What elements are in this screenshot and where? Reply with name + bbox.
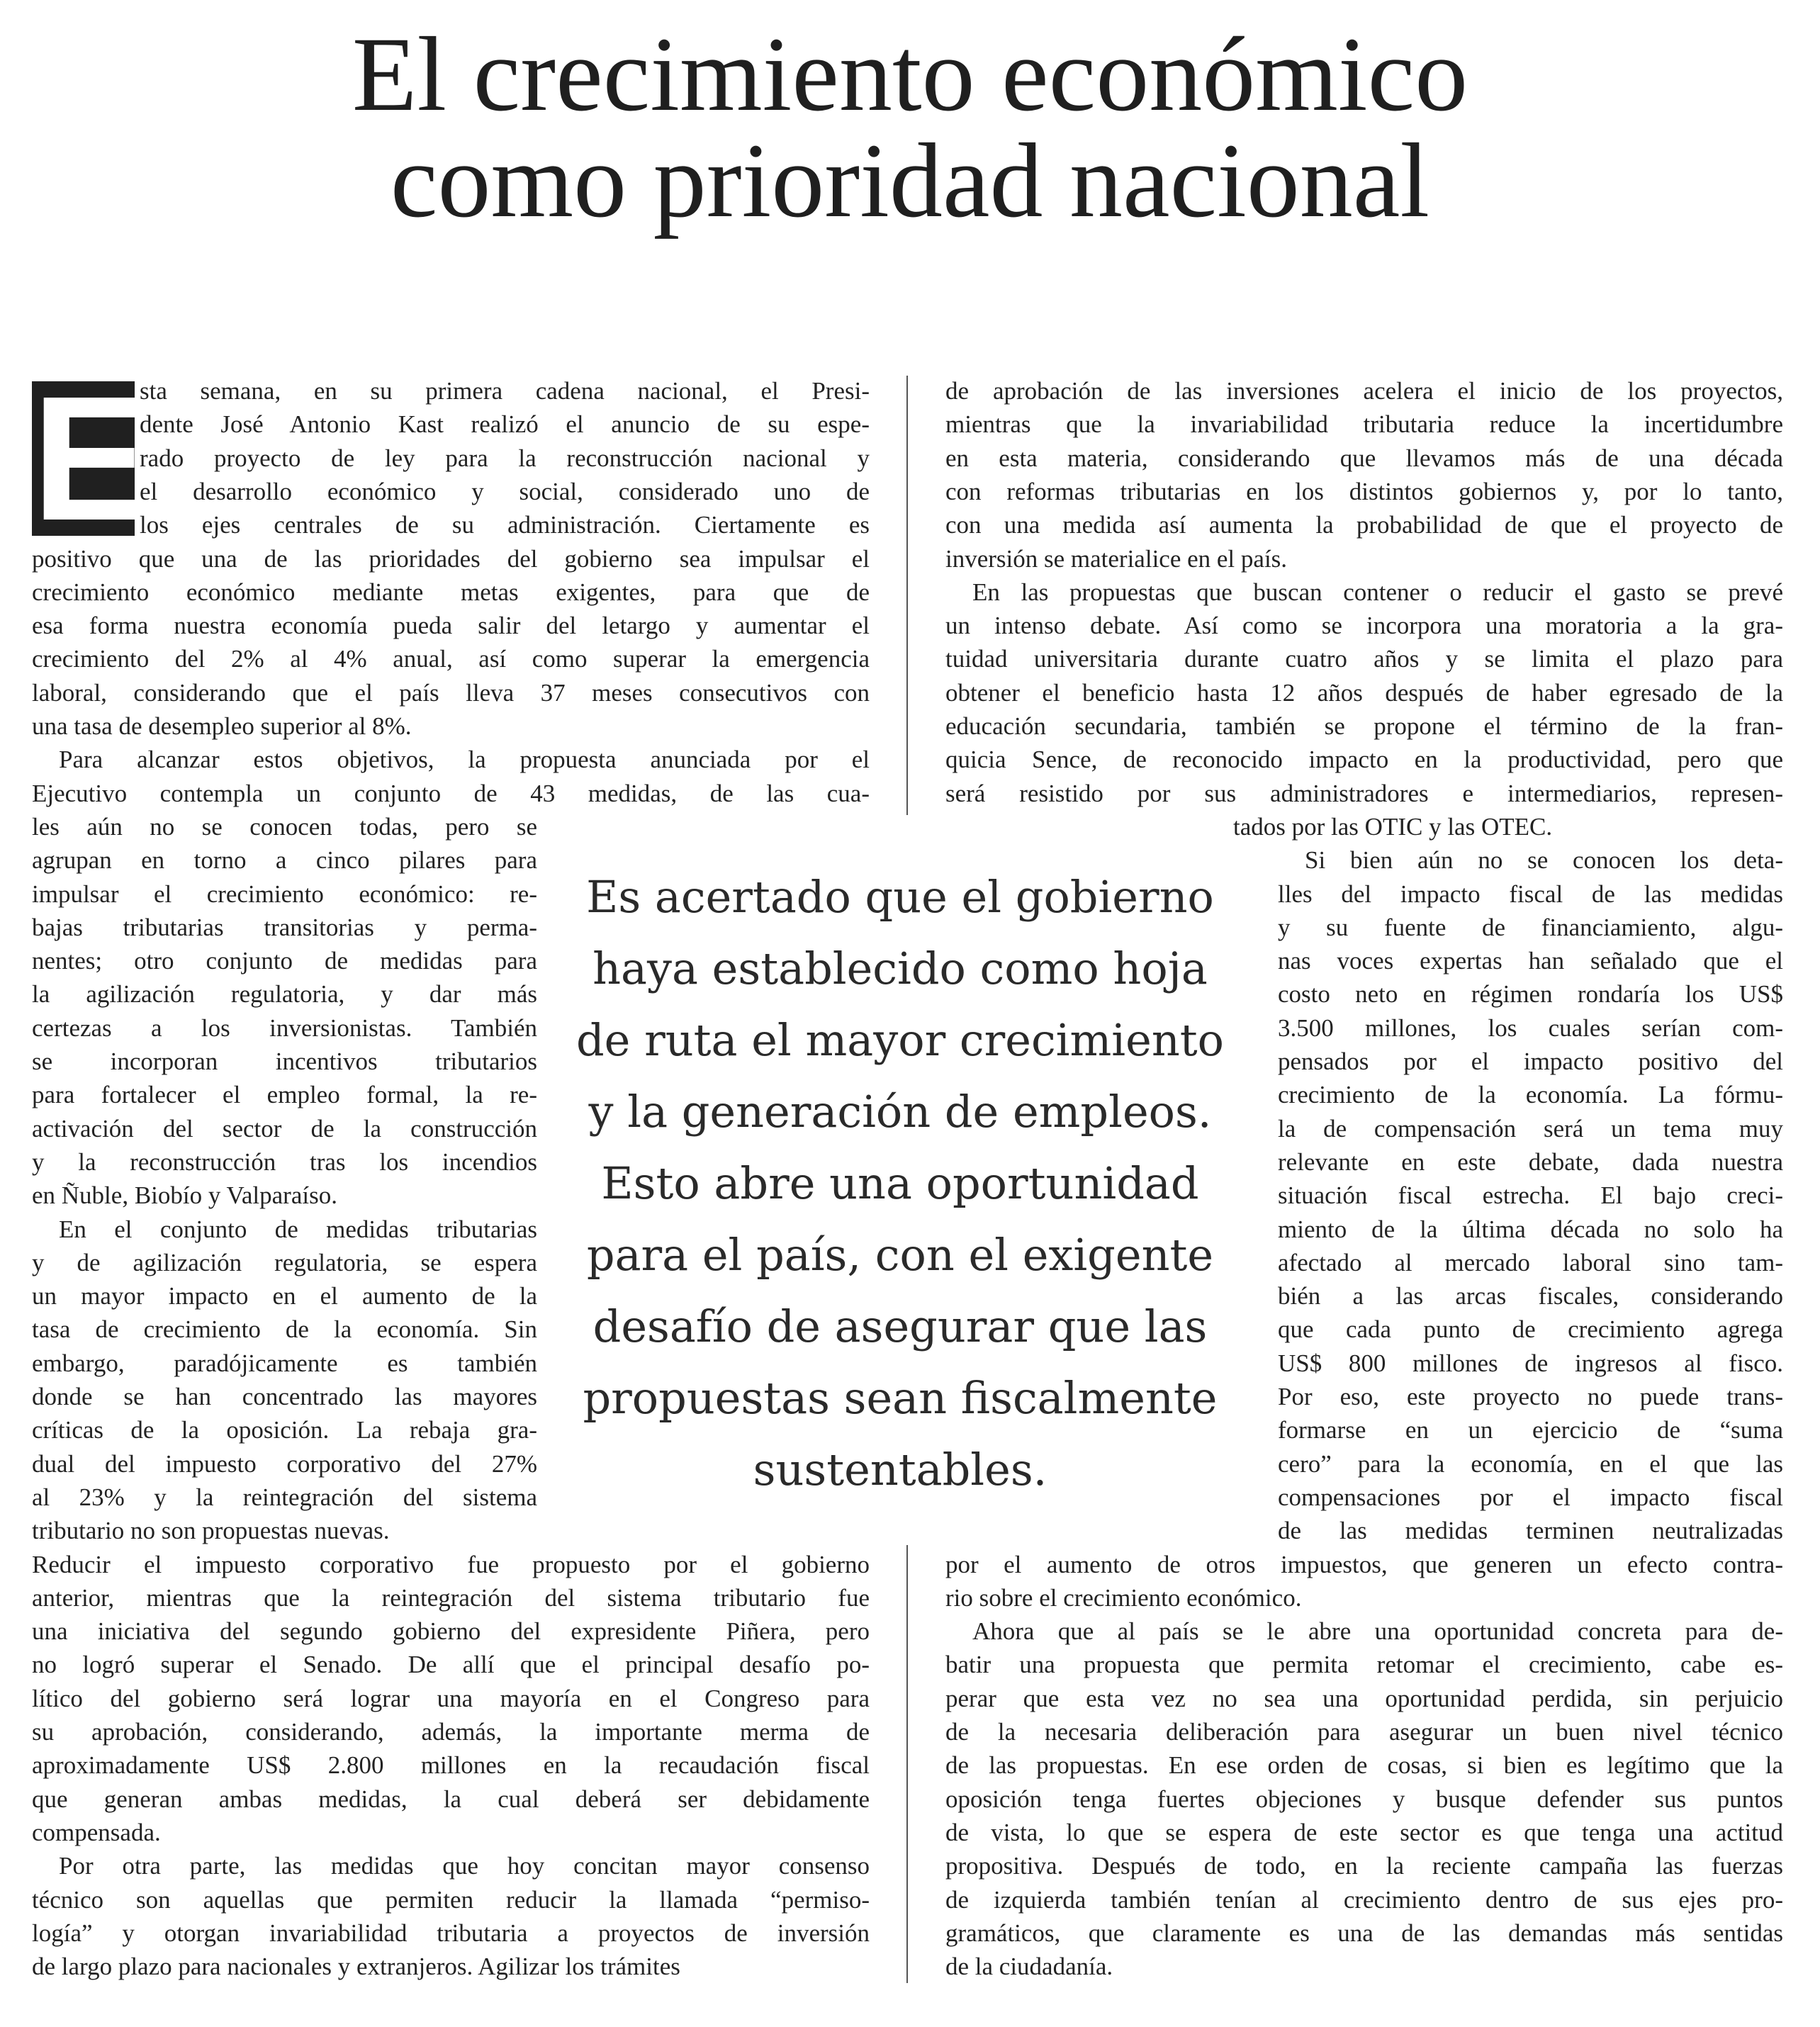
column-left-line: tasa de crecimiento de la economía. Sin [32,1315,537,1344]
column-right-line: de vista, lo que se espera de este sector es que tenga una actitud [945,1818,1783,1846]
column-left-line: se incorporan incentivos tributarios [32,1048,537,1075]
headline-line-1: El crecimiento económico [352,16,1468,133]
column-right-line: de izquierda también tenían al crecimiento dentro de sus ejes pro- [945,1885,1783,1914]
column-left-line: embargo, paradójicamente es también [32,1349,537,1377]
column-right-line: obtener el beneficio hasta 12 años después de haber egresado de la [945,678,1783,707]
headline [0,16,1820,240]
column-right-line: situación fiscal estrecha. El bajo creci- [1278,1181,1783,1210]
column-left-line: bajas tributarias transitorias y perma- [32,913,537,941]
column-left-line: y la reconstrucción tras los incendios [32,1147,537,1176]
column-right-line: quicia Sence, de reconocido impacto en la productividad, pero que [945,746,1783,774]
column-right-line: inversión se materialice en el país. [945,544,1288,573]
column-right-line: afectado al mercado laboral sino tam- [1278,1248,1783,1276]
column-left-line: un mayor impacto en el aumento de la [32,1282,537,1310]
column-left-line: agrupan en torno a cinco pilares para [32,846,537,875]
column-right-line: que cada punto de crecimiento agrega [1278,1315,1783,1344]
column-right-line: oposición tenga fuertes objeciones y busque defender sus puntos [945,1785,1783,1813]
column-left-line: activación del sector de la construcción [32,1114,537,1142]
column-left-line: les aún no se conocen todas, pero se [32,812,537,841]
column-left-line: En el conjunto de medidas tributarias [59,1215,537,1243]
column-left-line: su aprobación, considerando, además, la importante merma de [32,1718,870,1746]
column-right-line: Ahora que al país se le abre una oportunidad concreta para de- [972,1617,1783,1646]
column-right-line: relevante en este debate, dada nuestra [1278,1147,1783,1176]
column-right-line: educación secundaria, también se propone el término de la fran- [945,712,1783,740]
column-left-line: dual del impuesto corporativo del 27% [32,1449,537,1478]
column-left-line: no logró superar el Senado. De allí que el principal desafío po- [32,1651,870,1679]
pull-quote-line: de ruta el mayor crecimiento [575,1014,1224,1066]
column-right-line: con una medida así aumenta la probabilidad de que el proyecto de [945,511,1783,539]
column-left-line: aproximadamente US$ 2.800 millones en la recaudación fiscal [32,1751,870,1780]
column-left-line: Reducir el impuesto corporativo fue propuesto por el gobierno [32,1550,870,1578]
column-right-line: de las propuestas. En ese orden de cosas, si bien es legítimo que la [945,1751,1783,1780]
pull-quote-line: para el país, con el exigente [586,1229,1214,1281]
column-left-line: compensada. [32,1818,161,1846]
column-left-line: nentes; otro conjunto de medidas para [32,947,537,975]
column-right-line: compensaciones por el impacto fiscal [1278,1483,1783,1511]
headline-line-2: como prioridad nacional [390,122,1430,240]
column-right-line: costo neto en régimen rondaría los US$ [1278,980,1783,1009]
pull-quote-line: Esto abre una oportunidad [601,1157,1199,1209]
column-right-line: Por eso, este proyecto no puede trans- [1278,1383,1783,1410]
column-left-line: anterior, mientras que la reintegración del sistema tributario fue [32,1583,870,1612]
column-right-line: perar que esta vez no sea una oportunidad perdida, sin perjuicio [945,1684,1783,1712]
column-right-line: mientras que la invariabilidad tributaria reduce la incertidumbre [945,410,1783,439]
column-right-line: de las medidas terminen neutralizadas [1278,1517,1783,1545]
column-right-line: será resistido por sus administradores e intermediarios, represen- [945,779,1783,807]
column-right-line: por el aumento de otros impuestos, que generen un efecto contra- [945,1550,1783,1578]
column-right-line: la de compensación será un tema muy [1278,1114,1783,1142]
column-right-line: crecimiento de la economía. La fórmu- [1278,1081,1783,1109]
column-left-line: para fortalecer el empleo formal, la re- [32,1081,537,1109]
pull-quote-line: haya establecido como hoja [592,943,1208,994]
drop-cap: E [32,359,150,557]
column-left-line: que generan ambas medidas, la cual deberá ser debidamente [32,1785,870,1813]
pull-quote-line: sustentables. [753,1444,1047,1495]
column-divider-top [906,376,908,815]
column-left-line: Ejecutivo contempla un conjunto de 43 medidas, de las cua- [32,779,870,807]
pull-quote-line: propuestas sean fiscalmente [583,1372,1218,1424]
pull-quote-line: desafío de asegurar que las [592,1301,1208,1352]
column-divider-bottom [906,1545,908,1983]
column-left-line: donde se han concentrado las mayores [32,1383,537,1410]
column-right-line: batir una propuesta que permita retomar el crecimiento, cabe es- [945,1651,1783,1679]
column-right-line: US$ 800 millones de ingresos al fisco. [1278,1349,1783,1377]
column-left-line: dente José Antonio Kast realizó el anuncio de su espe- [140,410,870,439]
column-right-line: en esta materia, considerando que llevamos más de una década [945,444,1783,472]
column-left-line: Para alcanzar estos objetivos, la propuesta anunciada por el [59,746,870,774]
column-right-line: pensados por el impacto positivo del [1278,1048,1783,1075]
column-right-line: cero” para la economía, en el que las [1278,1449,1783,1478]
pull-quote-line: Es acertado que el gobierno [586,871,1214,923]
column-left-line: los ejes centrales de su administración. Ciertamente es [140,511,870,539]
column-right-line: de la necesaria deliberación para asegurar un buen nivel técnico [945,1718,1783,1746]
column-left-line: en Ñuble, Biobío y Valparaíso. [32,1181,337,1210]
column-right-line: En las propuestas que buscan contener o reducir el gasto se prevé [972,578,1783,606]
column-left-line: logía” y otorgan invariabilidad tributaria a proyectos de inversión [32,1919,870,1947]
column-left-line: lítico del gobierno será lograr una mayoría en el Congreso para [32,1684,870,1712]
column-right-line: tados por las OTIC y las OTEC. [1233,812,1553,841]
column-left-line: certezas a los inversionistas. También [32,1014,537,1042]
column-left-line: una tasa de desempleo superior al 8%. [32,712,412,740]
column-left-line: crecimiento del 2% al 4% anual, así como superar la emergencia [32,645,870,673]
column-left-line: positivo que una de las prioridades del gobierno sea impulsar el [32,544,870,573]
column-left-line: al 23% y la reintegración del sistema [32,1483,537,1511]
column-right-line: un intenso debate. Así como se incorpora una moratoria a la gra- [945,612,1783,640]
column-right-line: bién a las arcas fiscales, considerando [1278,1282,1783,1310]
column-left-line: sta semana, en su primera cadena nacional, el Presi- [140,377,870,405]
column-left-line: esa forma nuestra economía pueda salir del letargo y aumentar el [32,612,870,640]
column-right-line: formarse en un ejercicio de “suma [1278,1416,1783,1444]
column-right-line: 3.500 millones, los cuales serían com- [1278,1014,1783,1042]
column-left-line: rado proyecto de ley para la reconstrucción nacional y [140,444,870,472]
column-left-line: de largo plazo para nacionales y extranjeros. Agilizar los trámites [32,1953,680,1981]
column-left-line: tributario no son propuestas nuevas. [32,1517,390,1545]
column-left-line: la agilización regulatoria, y dar más [32,980,537,1009]
column-left-line: y de agilización regulatoria, se espera [32,1248,537,1276]
column-left-line: Por otra parte, las medidas que hoy concitan mayor consenso [59,1852,870,1880]
column-right-line: de la ciudadanía. [945,1953,1113,1981]
column-left-line: críticas de la oposición. La rebaja gra- [32,1416,537,1444]
column-left-line: laboral, considerando que el país lleva 37 meses consecutivos con [32,678,870,707]
pull-quote-line: y la generación de empleos. [588,1086,1212,1138]
column-left-line: crecimiento económico mediante metas exigentes, para que de [32,578,870,606]
column-right-line: rio sobre el crecimiento económico. [945,1583,1302,1612]
column-right-line: propositiva. Después de todo, en la reciente campaña las fuerzas [945,1852,1783,1880]
column-left-line: impulsar el crecimiento económico: re- [32,880,537,908]
column-right-line: y su fuente de financiamiento, algu- [1278,913,1783,941]
column-right-line: tuidad universitaria durante cuatro años y se limita el plazo para [945,645,1783,673]
column-left-line: técnico son aquellas que permiten reducir la llamada “permiso- [32,1885,870,1914]
column-right-line: miento de la última década no solo ha [1278,1215,1783,1243]
column-right-line: nas voces expertas han señalado que el [1278,947,1783,975]
column-right-line: con reformas tributarias en los distintos gobiernos y, por lo tanto, [945,477,1783,505]
column-right-line: de aprobación de las inversiones acelera el inicio de los proyectos, [945,377,1783,405]
column-right-line: Si bien aún no se conocen los deta- [1305,846,1783,875]
column-left-line: el desarrollo económico y social, considerado uno de [140,477,870,505]
column-right-line: lles del impacto fiscal de las medidas [1278,880,1783,908]
column-left-line: una iniciativa del segundo gobierno del expresidente Piñera, pero [32,1617,870,1646]
column-right-line: gramáticos, que claramente es una de las demandas más sentidas [945,1919,1783,1947]
